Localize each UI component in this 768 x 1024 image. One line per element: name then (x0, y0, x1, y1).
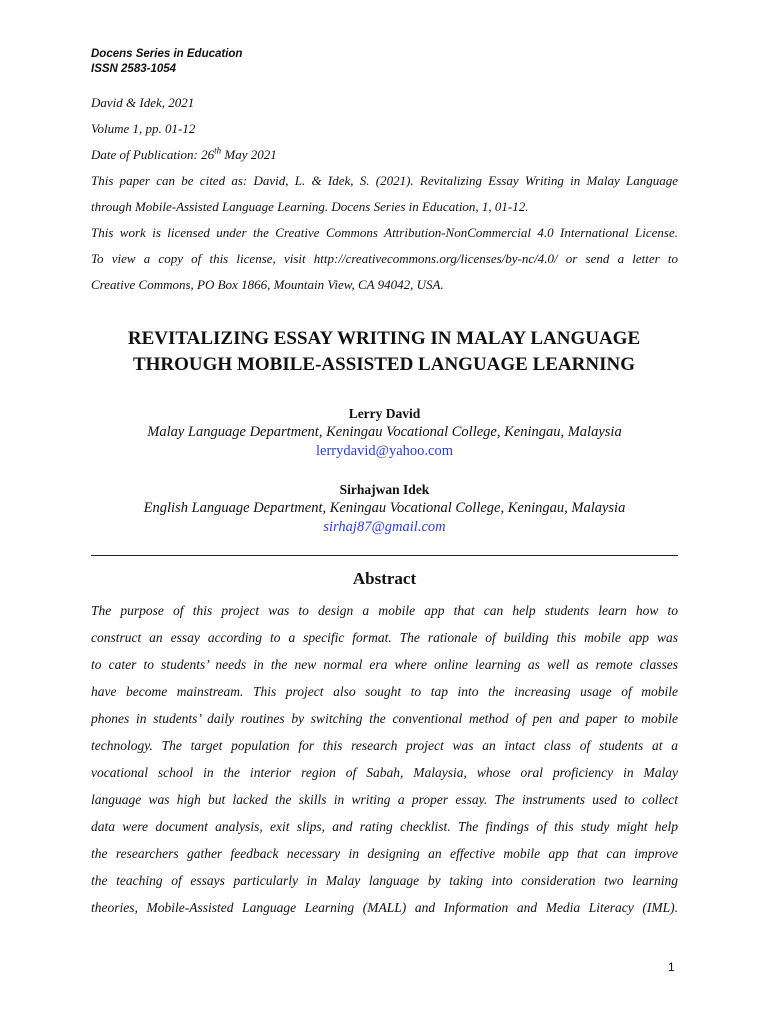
title-line: THROUGH MOBILE-ASSISTED LANGUAGE LEARNING (132, 354, 635, 375)
issn: ISSN 2583-1054 (91, 63, 177, 75)
abstract-heading: Abstract (352, 569, 417, 588)
abstract-body (91, 597, 678, 921)
abstract-line: to cater to students’ needs in the new normal era where online learning as well as remote classes (91, 657, 678, 672)
publication-date (91, 142, 678, 168)
journal-header (91, 47, 242, 77)
license-line: Creative Commons, PO Box 1866, Mountain View, CA 94042, USA. (91, 277, 444, 292)
license-line: To view a copy of this license, visit http://creativecommons.org/licenses/by-nc/4.0/ or send a letter to (91, 251, 678, 266)
abstract-line: theories, Mobile-Assisted Language Learning (MALL) and Information and Media Literacy (IML). (91, 900, 678, 915)
publication-date-rest: May 2021 (221, 147, 277, 162)
author-block (91, 404, 678, 461)
abstract-line: The purpose of this project was to design a mobile app that can help students learn how to (91, 603, 678, 618)
author-affiliation: Malay Language Department, Keningau Vocational College, Keningau, Malaysia (147, 424, 622, 440)
abstract-line: language was high but lacked the skills in writing a proper essay. The instruments used to collect (91, 792, 678, 807)
abstract-line: data were document analysis, exit slips, and rating checklist. The findings of this study might help (91, 819, 678, 834)
citation-line: through Mobile-Assisted Language Learning. Docens Series in Education, 1, 01-12. (91, 199, 529, 214)
license-line: This work is licensed under the Creative Commons Attribution-NonCommercial 4.0 International License. (91, 225, 678, 240)
series-title: Docens Series in Education (91, 48, 243, 60)
abstract-line: the teaching of essays particularly in Malay language by taking into consideration two learning (91, 873, 678, 888)
publication-date-sup: th (214, 145, 222, 156)
authors-year: David & Idek, 2021 (91, 95, 195, 110)
abstract-line: construct an essay according to a specific format. The rationale of building this mobile app was (91, 630, 678, 645)
citation-line: This paper can be cited as: David, L. & Idek, S. (2021). Revitalizing Essay Writing in Malay Language (91, 173, 678, 188)
paper-title (80, 326, 688, 378)
author-affiliation: English Language Department, Keningau Vocational College, Keningau, Malaysia (143, 500, 626, 516)
abstract-line: vocational school in the interior region of Sabah, Malaysia, whose oral proficiency in Malay (91, 765, 678, 780)
page-number: 1 (668, 960, 675, 974)
author-block (91, 480, 678, 537)
abstract-line: have become mainstream. This project also sought to tap into the increasing usage of mobile (91, 684, 678, 699)
author-email-link[interactable]: sirhaj87@gmail.com (323, 519, 446, 535)
author-name: Sirhajwan Idek (339, 482, 430, 497)
abstract-line: phones in students’ daily routines by switching the conventional method of pen and paper to mobile (91, 711, 678, 726)
publication-meta (91, 90, 678, 298)
publication-date-label: Date of Publication: 26 (91, 147, 215, 162)
volume-pages: Volume 1, pp. 01-12 (91, 121, 196, 136)
title-line: REVITALIZING ESSAY WRITING IN MALAY LANGUAGE (127, 328, 641, 349)
abstract-line: the researchers gather feedback necessary in designing an effective mobile app that can improve (91, 846, 678, 861)
abstract-line: technology. The target population for this research project was an intact class of students at a (91, 738, 678, 753)
section-divider (91, 555, 678, 556)
author-name: Lerry David (348, 406, 421, 421)
author-email-link[interactable]: lerrydavid@yahoo.com (316, 443, 453, 459)
